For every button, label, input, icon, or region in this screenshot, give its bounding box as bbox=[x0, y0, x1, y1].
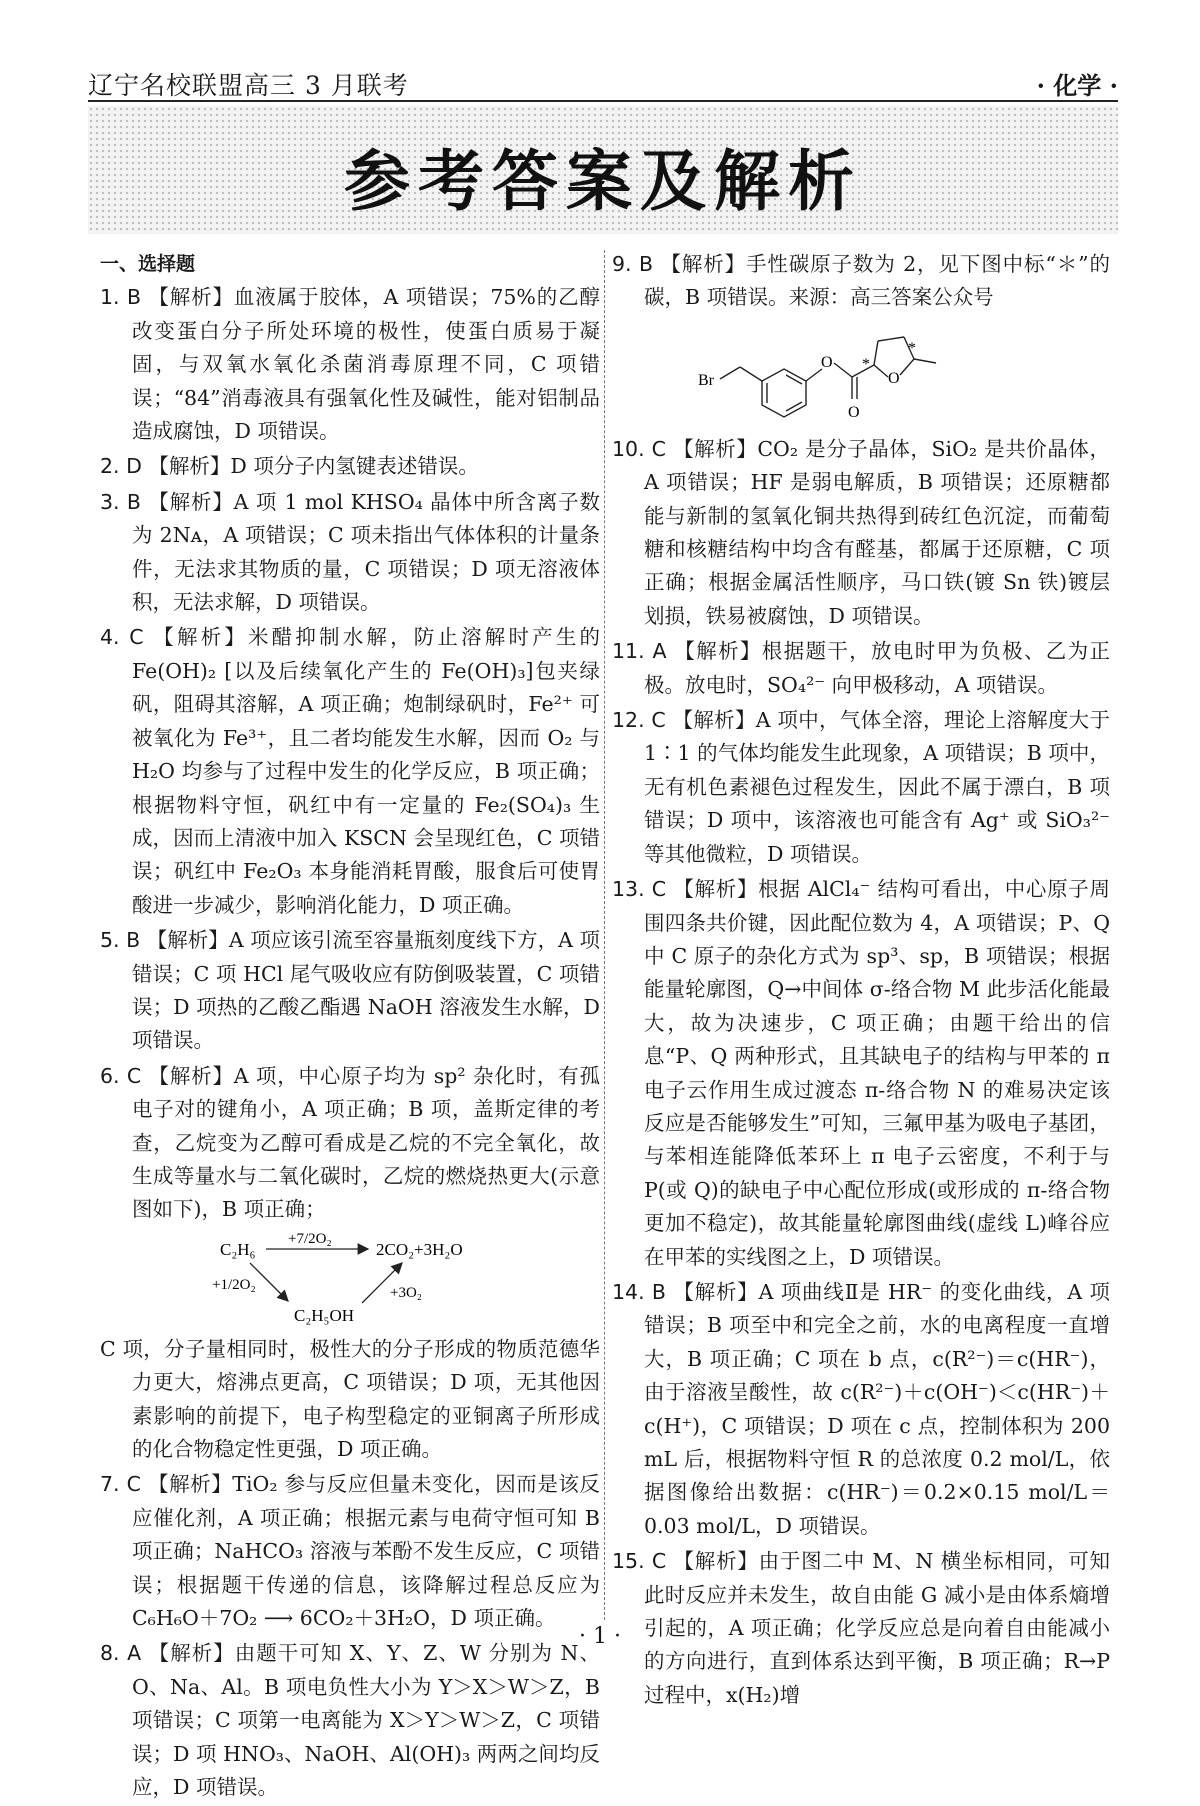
analysis-tag: 【解析】 bbox=[148, 1063, 234, 1088]
analysis-text: A 项应该引流至容量瓶刻度线下方，A 项错误；C 项 HCl 尾气吸收应有防倒吸装置，C 项错误；D 项热的乙酸乙酯遇 NaOH 溶液发生水解，D 项错误。 bbox=[132, 928, 600, 1053]
analysis-tag: 【解析】 bbox=[672, 708, 756, 733]
analysis-tag: 【解析】 bbox=[673, 1279, 759, 1304]
chiral-structure-svg bbox=[612, 319, 1110, 427]
answer-item-14 bbox=[612, 1276, 1110, 1543]
analysis-tag: 【解析】 bbox=[673, 436, 758, 461]
analysis-tag: 【解析】 bbox=[148, 285, 234, 310]
answer-item-2 bbox=[100, 450, 600, 483]
analysis-tag: 【解析】 bbox=[146, 928, 229, 953]
analysis-text: A 项曲线Ⅱ是 HR⁻ 的变化曲线，A 项错误；B 项至中和完全之前，水的电离程度一直增大，B 项正确；C 项在 b 点，c(R²⁻)＝c(HR⁻)，由于溶液呈酸性，故 c(R²⁻)＋c(OH⁻)＜c(HR⁻)＋c(H⁺)，C 项错误；D 项在 c 点，控制体积为 200 mL 后，根据物料守恒 R 的总浓度 0.2 mol/L，依据图像给出数据：c(HR⁻)＝0.2×0.15 mol/L＝0.03 mol/L，D 项错误。 bbox=[644, 1279, 1110, 1538]
answer-number: 11. A bbox=[612, 639, 667, 664]
title-banner bbox=[88, 106, 1118, 234]
page-number: · 1 · bbox=[579, 1624, 621, 1649]
right-column bbox=[612, 248, 1110, 1714]
answer-item-6 bbox=[100, 1060, 600, 1227]
exam-name: 辽宁名校联盟高三 3 月联考 bbox=[88, 71, 409, 100]
analysis-tag: 【解析】 bbox=[153, 625, 248, 650]
ester-oxygen: O bbox=[821, 353, 833, 371]
analysis-text: 手性碳原子数为 2，见下图中标“＊”的碳，B 项错误。来源：高三答案公众号 bbox=[644, 252, 1110, 310]
answer-item-6-cont bbox=[100, 1333, 600, 1467]
analysis-text: A 项中，气体全溶，理论上溶解度大于 1∶1 的气体均能发生此现象，A 项错误；B 项中，无有机色素褪色过程发生，因此不属于漂白，B 项错误；D 项中，该溶液也可能含有 Ag⁺ 或 SiO₃²⁻ 等其他微粒，D 项错误。 bbox=[644, 708, 1110, 866]
subject-label: · 化学 · bbox=[1036, 71, 1118, 100]
analysis-text: 由题干可知 X、Y、Z、W 分别为 N、O、Na、Al。B 项电负性大小为 Y＞X＞W＞Z，B 项错误；C 项第一电离能为 X＞Y＞W＞Z，C 项错误；D 项 HNO₃、NaOH、Al(OH)₃ 两两之间均反应，D 项错误。 bbox=[132, 1641, 600, 1800]
answer-item-12 bbox=[612, 704, 1110, 871]
ring-oxygen: O bbox=[888, 369, 900, 387]
answer-item-8 bbox=[100, 1637, 600, 1804]
answer-number: 3. B bbox=[100, 489, 141, 514]
analysis-tag: 【解析】 bbox=[673, 1549, 759, 1574]
answer-number: 8. A bbox=[100, 1641, 142, 1666]
answer-number: 4. C bbox=[100, 625, 144, 650]
answer-item-10 bbox=[612, 433, 1110, 633]
answer-number: 7. C bbox=[100, 1472, 141, 1497]
analysis-tag: 【解析】 bbox=[148, 454, 231, 479]
ethane-label: C₂H₆ bbox=[220, 1239, 256, 1259]
chiral-star-2: * bbox=[908, 339, 916, 357]
answer-item-13 bbox=[612, 873, 1110, 1274]
chiral-structure bbox=[612, 319, 1110, 427]
left-arrow-label: +1/2O₂ bbox=[212, 1276, 256, 1293]
analysis-text: A 项，中心原子均为 sp² 杂化时，有孤电子对的键角小，A 项正确；B 项，盖斯定律的考查，乙烷变为乙醇可看成是乙烷的不完全氧化，故生成等量水与二氧化碳时，乙烷的燃烧热更大(示意图如下)，B 项正确； bbox=[132, 1063, 600, 1222]
answer-item-5 bbox=[100, 924, 600, 1058]
answer-number: 13. C bbox=[612, 877, 667, 902]
combustion-diagram bbox=[100, 1231, 600, 1327]
answer-number: 14. B bbox=[612, 1279, 666, 1304]
analysis-tag: 【解析】 bbox=[148, 489, 234, 514]
analysis-text: D 项分子内氢键表述错误。 bbox=[230, 454, 479, 479]
answer-item-4 bbox=[100, 621, 600, 922]
left-column bbox=[100, 248, 600, 1806]
analysis-text: 根据 AlCl₄⁻ 结构可看出，中心原子周围四条共价键，因此配位数为 4，A 项错误；P、Q 中 C 原子的杂化方式为 sp³、sp，B 项错误；根据能量轮廓图，Q→中间体 σ-络合物 M 此步活化能最大，故为决速步，C 项正确；由题干给出的信息“P、Q 两种形式，且其缺电子的结构与甲苯的 π 电子云作用生成过渡态 π-络合物 N 的难易决定该反应是否能够发生”可知，三氟甲基为吸电子基团，与苯相连能降低苯环上 π 电子云密度，不利于与 P(或 Q)的缺电子中心配位形成(或形成的 π-络合物更加不稳定)，故其能量轮廓图曲线(虚线 L)峰谷应在甲苯的实线图之上，D 项错误。 bbox=[644, 877, 1110, 1269]
answer-number: 5. B bbox=[100, 928, 141, 953]
column-divider bbox=[604, 250, 605, 1620]
analysis-text: 由于图二中 M、N 横坐标相同，可知此时反应并未发生，故自由能 G 减小是由体系熵增引起的，A 项正确；化学反应总是向着自由能减小的方向进行，直到体系达到平衡，B 项正确；R→P 过程中，x(H₂)增 bbox=[644, 1549, 1110, 1707]
top-arrow-label: +7/2O₂ bbox=[288, 1230, 332, 1247]
analysis-text: TiO₂ 参与反应但量未变化，因而是该反应催化剂，A 项正确；根据元素与电荷守恒可知 B 项正确；NaHCO₃ 溶液与苯酚不发生反应，C 项错误；根据题干传递的信息，该降解过程总反应为 C₆H₆O＋7O₂ ⟶ 6CO₂＋3H₂O，D 项正确。 bbox=[132, 1472, 600, 1631]
analysis-text: CO₂ 是分子晶体，SiO₂ 是共价晶体，A 项错误；HF 是弱电解质，B 项错误；还原糖都能与新制的氢氧化铜共热得到砖红色沉淀，而葡萄糖和核糖结构中均含有醛基，都属于还原糖，C 项正确；根据金属活性顺序，马口铁(镀 Sn 铁)镀层划损，铁易被腐蚀，D 项错误。 bbox=[644, 436, 1110, 628]
answer-number: 15. C bbox=[612, 1549, 667, 1574]
answer-number: 2. D bbox=[100, 454, 142, 479]
answer-item-11 bbox=[612, 635, 1110, 702]
carbonyl-oxygen: O bbox=[848, 403, 860, 421]
analysis-text: A 项 1 mol KHSO₄ 晶体中所含离子数为 2Nᴀ，A 项错误；C 项未指出气体体积的计量条件，无法求其物质的量，C 项错误；D 项无溶液体积，无法求解，D 项错误。 bbox=[132, 489, 601, 615]
combustion-diagram-svg bbox=[100, 1231, 600, 1327]
page-header bbox=[88, 62, 1118, 102]
chiral-star-1: * bbox=[862, 355, 870, 373]
answer-number: 10. C bbox=[612, 436, 666, 461]
product-label: 2CO₂+3H₂O bbox=[376, 1239, 463, 1259]
answer-item-3 bbox=[100, 486, 600, 620]
answer-item-1 bbox=[100, 281, 600, 448]
analysis-tag: 【解析】 bbox=[148, 1641, 235, 1666]
analysis-tag: 【解析】 bbox=[660, 252, 746, 276]
answer-number: 9. B bbox=[612, 252, 654, 276]
bromine-atom: Br bbox=[698, 371, 714, 389]
right-arrow-label: +3O₂ bbox=[390, 1284, 423, 1301]
analysis-tag: 【解析】 bbox=[673, 877, 759, 902]
answer-item-9 bbox=[612, 248, 1110, 315]
analysis-text: C 项，分子量相同时，极性大的分子形成的物质范德华力更大，熔沸点更高，C 项错误；D 项，无其他因素影响的前提下，电子构型稳定的亚铜离子所形成的化合物稳定性更强，D 项正确。 bbox=[100, 1336, 600, 1461]
answer-number: 6. C bbox=[100, 1063, 142, 1088]
answer-item-7 bbox=[100, 1468, 600, 1635]
section-title: 一、选择题 bbox=[100, 253, 196, 275]
answer-number: 1. B bbox=[100, 285, 142, 310]
page-title: 参考答案及解析 bbox=[344, 143, 862, 220]
ethanol-label: C₂H₅OH bbox=[294, 1305, 355, 1325]
analysis-text: 根据题干，放电时甲为负极、乙为正极。放电时，SO₄²⁻ 向甲极移动，A 项错误。 bbox=[644, 639, 1111, 697]
analysis-text: 血液属于胶体，A 项错误；75%的乙醇改变蛋白分子所处环境的极性，使蛋白质易于凝固，与双氧水氧化杀菌消毒原理不同，C 项错误；“84”消毒液具有强氧化性及碱性，能对铝制品造成腐蚀，D 项错误。 bbox=[132, 285, 600, 444]
analysis-tag: 【解析】 bbox=[674, 639, 762, 664]
analysis-text: 米醋抑制水解，防止溶解时产生的 Fe(OH)₂ [以及后续氧化产生的 Fe(OH)₃]包夹绿矾，阻碍其溶解，A 项正确；炮制绿矾时，Fe²⁺ 可被氧化为 Fe³⁺，且二者均能发生水解，因而 O₂ 与 H₂O 均参与了过程中发生的化学反应，B 项正确；根据物料守恒，矾红中有一定量的 Fe₂(SO₄)₃ 生成，因而上清液中加入 KSCN 会呈现红色，C 项错误；矾红中 Fe₂O₃ 本身能消耗胃酸，服食后可使胃酸进一步减少，影响消化能力，D 项正确。 bbox=[132, 625, 601, 917]
answer-number: 12. C bbox=[612, 708, 666, 733]
analysis-tag: 【解析】 bbox=[148, 1472, 233, 1497]
